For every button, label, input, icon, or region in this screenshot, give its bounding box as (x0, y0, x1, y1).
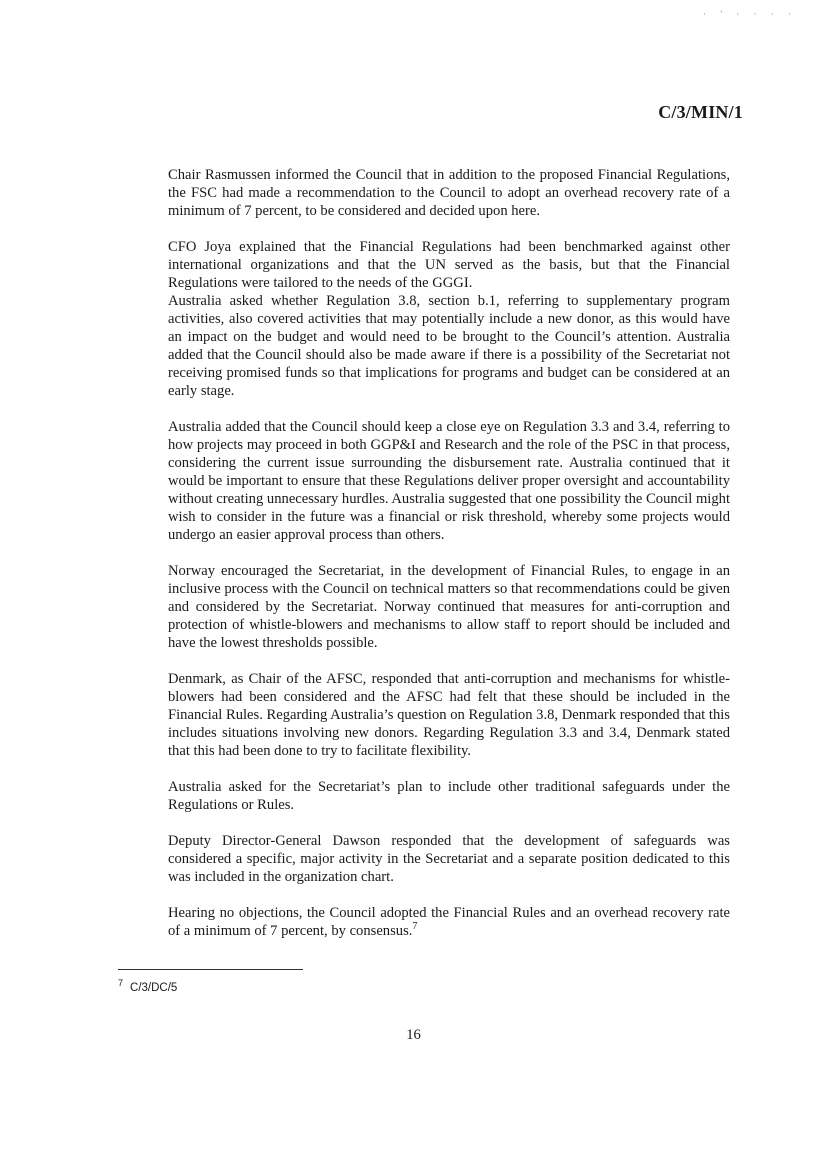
paragraph-australia-safeguards: Australia asked for the Secretariat’s plan to include other traditional safeguards under the Regulations or Rules. (168, 779, 730, 813)
footnote-text: C/3/DC/5 (130, 982, 178, 994)
paragraph-denmark: Denmark, as Chair of the AFSC, responded that anti-corruption and mechanisms for whistle-blowers had been considered and the AFSC had felt that these should be included in the Financial Rules. Regarding Australia’s question on Regulation 3.8, Denmark responded that this includes situations involving new donors. Regarding Regulation 3.3 and 3.4, Denmark stated that this had been done to try to facilitate flexibility. (168, 671, 730, 759)
paragraph-australia-regulation-3-8: Australia asked whether Regulation 3.8, section b.1, referring to supplementary program activities, also covered activities that may potentially include a new donor, as this would have an impact on the budget and would need to be brought to the Council’s attention. Australia added that the Council should also be made aware if there is a possibility of the Secretariat not receiving promised funds so that implications for programs and budget can be considered at an early stage. (168, 293, 730, 399)
adoption-text: Hearing no objections, the Council adopted the Financial Rules and an overhead recovery rate of a minimum of 7 percent, by consensus. (168, 905, 730, 939)
footnote-reference: 7 (412, 921, 418, 932)
paragraph-deputy-dg-dawson: Deputy Director-General Dawson responded that the development of safeguards was considered a specific, major activity in the Secretariat and a separate position dedicated to this was included in the organization chart. (168, 833, 730, 885)
paragraph-australia-regulation-3-3: Australia added that the Council should keep a close eye on Regulation 3.3 and 3.4, referring to how projects may proceed in both GGP&I and Research and the role of the PSC in that process, considering the current issue surrounding the disbursement rate. Australia continued that it would be important to ensure that these Regulations deliver proper oversight and accountability without creating unnecessary hurdles. Australia suggested that one possibility the Council might wish to consider in the future was a financial or risk threshold, whereby some projects would undergo an easier approval process than others. (168, 419, 730, 543)
document-reference: C/3/MIN/1 (658, 102, 743, 122)
minutes-body (168, 166, 730, 940)
paragraph-adoption (168, 904, 730, 940)
paragraph-norway: Norway encouraged the Secretariat, in the development of Financial Rules, to engage in an inclusive process with the Council on technical matters so that recommendations could be given and considered by the Secretariat. Norway continued that measures for anti-corruption and protection of whistle-blowers and mechanisms to allow staff to report should be included and have the lowest thresholds possible. (168, 563, 730, 651)
page-number: 16 (406, 1027, 421, 1043)
paragraph-cfo-joya: CFO Joya explained that the Financial Regulations had been benchmarked against other international organizations and that the UN served as the basis, but that the Financial Regulations were tailored to the needs of the GGGI. (168, 239, 730, 291)
footnote-separator (118, 969, 303, 970)
footnote-marker: 7 (118, 978, 124, 988)
paragraph-chair-rasmussen: Chair Rasmussen informed the Council that in addition to the proposed Financial Regulations, the FSC had made a recommendation to the Council to adopt an overhead recovery rate of a minimum of 7 percent, to be considered and decided upon here. (168, 167, 730, 219)
scan-artifact-marks: · ' · · · · (703, 9, 797, 19)
footnote (118, 978, 177, 994)
